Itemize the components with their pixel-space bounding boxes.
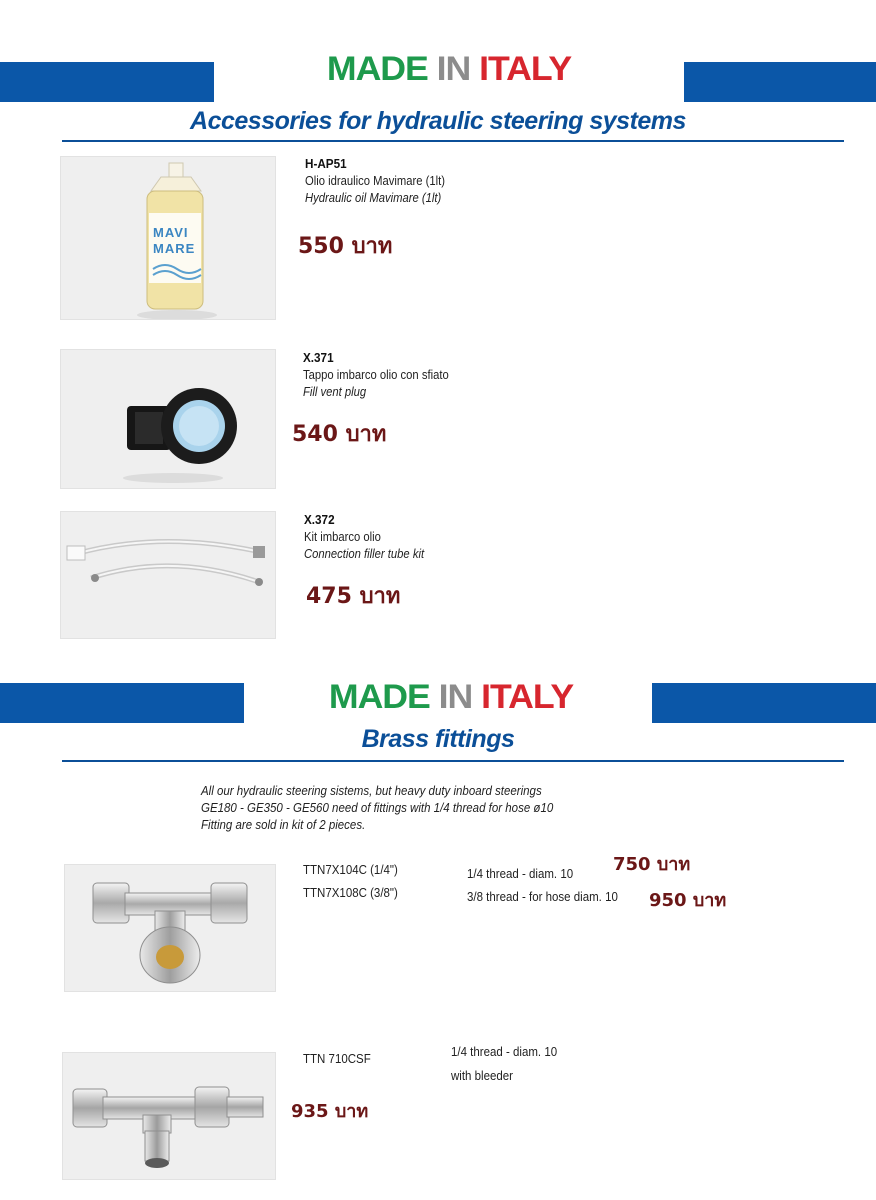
fitting-spec-thread: 1/4 thread - diam. 10 [451,1045,558,1059]
fitting-price-three-eighths: 950 บาท [649,890,727,911]
bottle-label-mare: MARE [153,241,196,256]
vent-plug-icon [61,350,276,489]
tee-fitting-icon [65,865,276,992]
product-price: 475 บาท [306,584,401,609]
product-code: X.371 [303,350,334,365]
filler-tube-icon [61,512,276,639]
fitting-code-quarter: TTN7X104C (1/4") [303,863,398,877]
banner-bar-left [0,62,214,102]
product-desc-english: Hydraulic oil Mavimare (1lt) [305,191,442,205]
product-image-hydraulic-oil [60,156,276,320]
made-in-italy-logo: MADE IN ITALY [326,50,572,88]
section-divider [62,140,844,142]
fitting-price-quarter: 750 บาท [613,854,691,875]
product-code: X.372 [304,512,335,527]
fittings-note-line: All our hydraulic steering sistems, but heavy duty inboard steerings [201,784,542,798]
product-image-tee-fitting-bleeder [62,1052,276,1180]
section-title-accessories: Accessories for hydraulic steering systems [190,107,686,135]
fittings-note-line: GE180 - GE350 - GE560 need of fittings with 1/4 thread for hose ø10 [201,801,554,815]
banner-bar-right [684,62,876,102]
banner-bar-left [0,683,244,723]
product-price: 550 บาท [298,234,393,259]
bleeder-fitting-icon [63,1053,276,1180]
bottle-label-mavi: MAVI [153,225,189,240]
fitting-code-bleeder: TTN 710CSF [303,1052,371,1066]
product-desc-italian: Tappo imbarco olio con sfiato [303,368,449,382]
section-title-brass-fittings: Brass fittings [361,725,515,753]
fitting-spec-three-eighths: 3/8 thread - for hose diam. 10 [467,890,618,904]
product-image-fill-vent-plug [60,349,276,489]
fitting-spec-quarter: 1/4 thread - diam. 10 [467,867,574,881]
product-code: H-AP51 [305,156,347,171]
product-desc-italian: Kit imbarco olio [304,530,381,544]
fittings-note-line: Fitting are sold in kit of 2 pieces. [201,818,366,832]
product-desc-english: Fill vent plug [303,385,367,399]
fitting-spec-bleeder: with bleeder [451,1069,514,1083]
product-desc-italian: Olio idraulico Mavimare (1lt) [305,174,446,188]
made-in-italy-logo: MADE IN ITALY [328,678,574,716]
product-image-filler-tube-kit [60,511,276,639]
product-price: 540 บาท [292,422,387,447]
fitting-price-bleeder: 935 บาท [291,1101,369,1122]
product-image-tee-fitting [64,864,276,992]
section-divider [62,760,844,762]
fitting-code-three-eighths: TTN7X108C (3/8") [303,886,398,900]
product-desc-english: Connection filler tube kit [304,547,425,561]
